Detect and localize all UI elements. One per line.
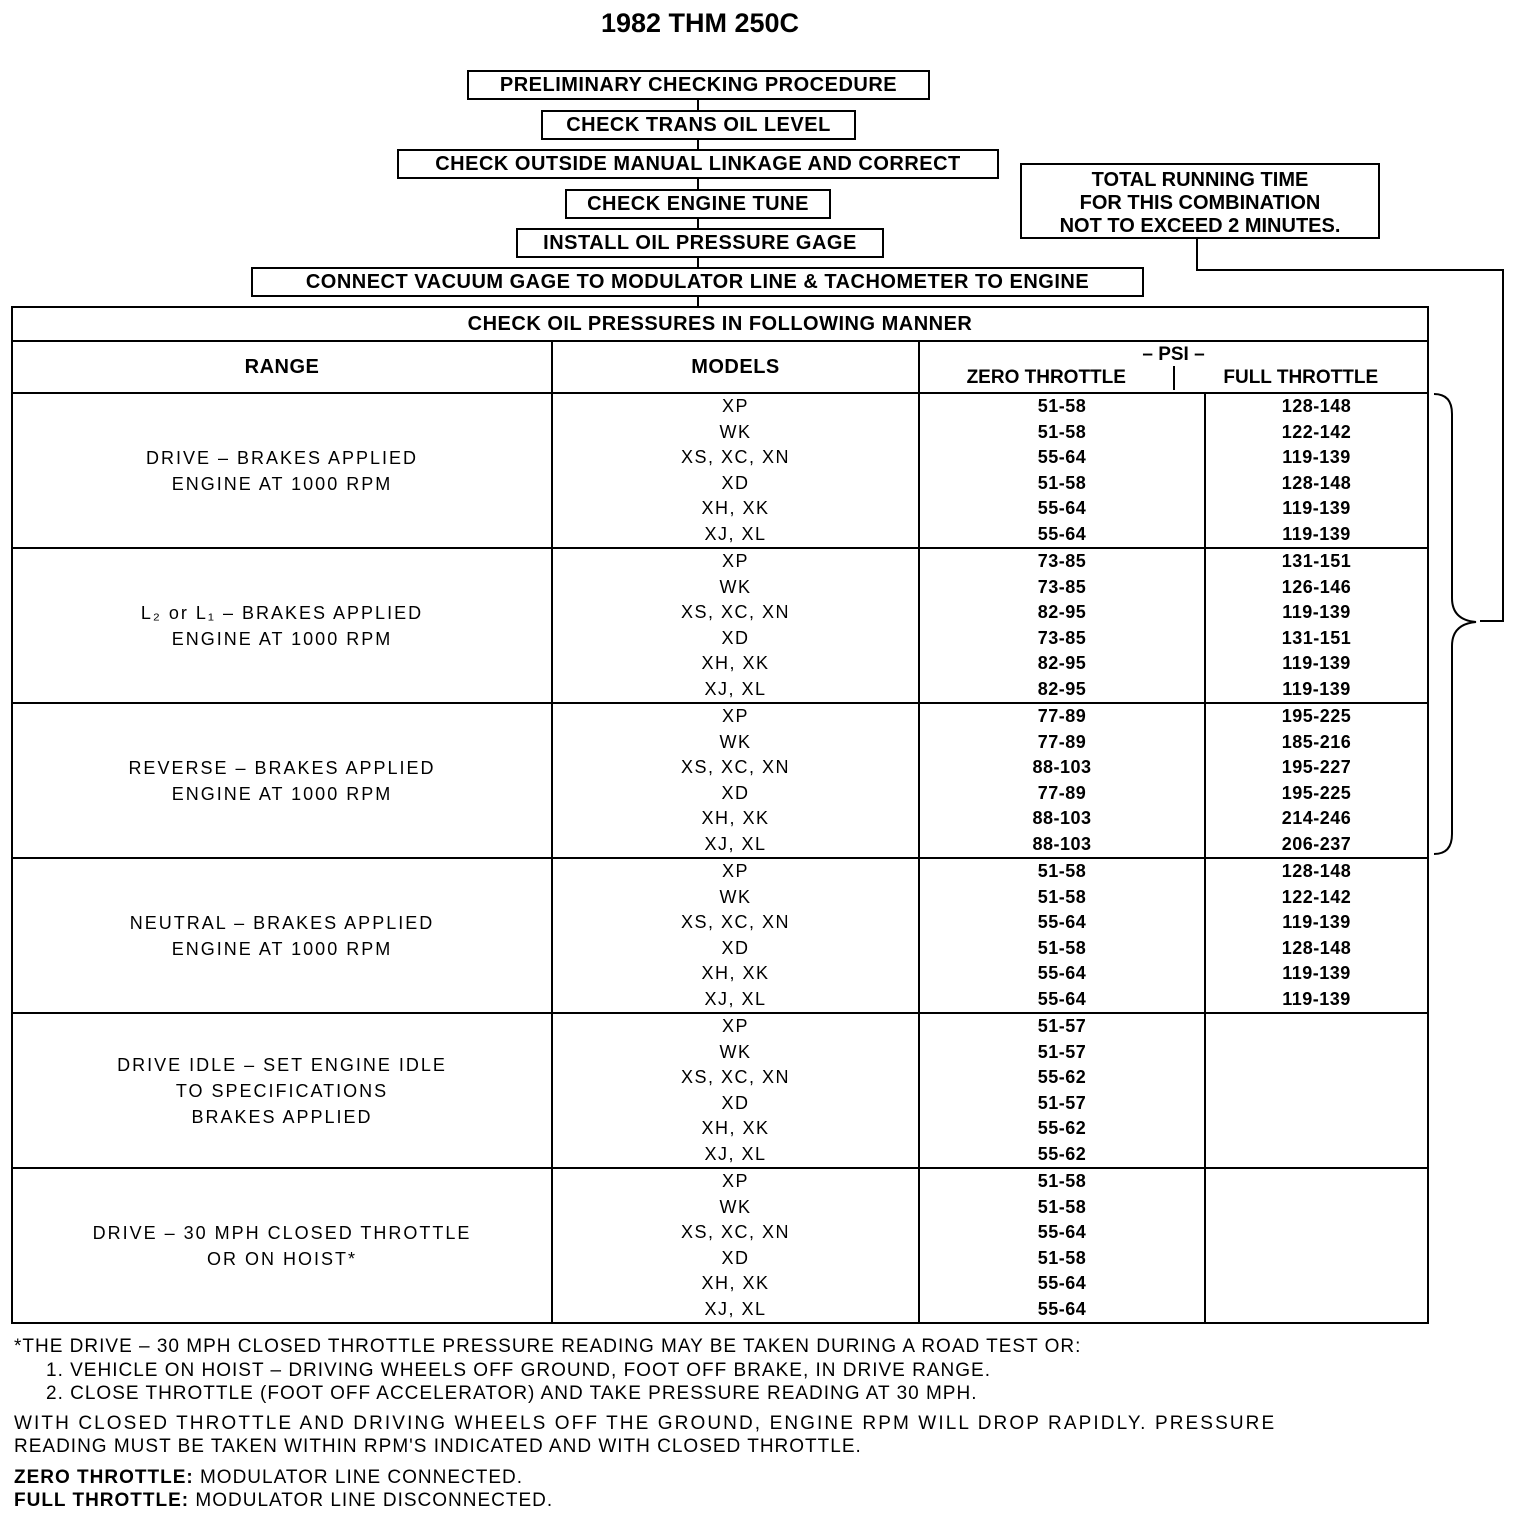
bracket-brace — [1432, 392, 1482, 858]
zero-value: 55-62 — [1037, 1067, 1087, 1087]
full-value: 206-237 — [1281, 833, 1352, 854]
footnote-item-1: 1. VEHICLE ON HOIST – DRIVING WHEELS OFF GROUND, FOOT OFF BRAKE, IN DRIVE RANGE. — [46, 1360, 991, 1381]
zero-value: 55-62 — [1037, 1118, 1087, 1138]
models-value: XP — [721, 706, 749, 726]
full-value: 185-216 — [1281, 731, 1352, 752]
zero-value: 55-64 — [1037, 447, 1087, 467]
models-value: XH, XK — [701, 498, 770, 518]
models-value: XJ, XL — [704, 988, 767, 1009]
zero-value: 51-58 — [1037, 886, 1087, 907]
table-row — [12, 548, 1428, 703]
full-value — [1206, 1142, 1427, 1168]
zero-value: 73-85 — [1037, 576, 1087, 597]
oil-pressure-table — [11, 306, 1429, 1324]
full-value — [1206, 1065, 1427, 1091]
models-value: WK — [719, 731, 752, 752]
zero-value: 51-58 — [1037, 1196, 1087, 1217]
range-line: ENGINE AT 1000 RPM — [171, 783, 393, 804]
models-value: WK — [719, 421, 752, 442]
full-value — [1206, 1297, 1427, 1323]
models-value: XJ, XL — [704, 523, 767, 544]
zero-value: 55-64 — [1037, 498, 1087, 518]
full-value: 195-227 — [1281, 757, 1352, 777]
full-value: 119-139 — [1282, 447, 1351, 467]
note-line: FOR THIS COMBINATION — [1079, 192, 1321, 214]
note-leader — [1196, 269, 1504, 271]
note-line: NOT TO EXCEED 2 MINUTES. — [1059, 215, 1341, 237]
range-line: ENGINE AT 1000 RPM — [171, 473, 393, 494]
step-install-gage: INSTALL OIL PRESSURE GAGE — [516, 228, 884, 258]
step-check-oil-level: CHECK TRANS OIL LEVEL — [541, 110, 856, 140]
full-value: 122-142 — [1281, 421, 1352, 442]
zero-value: 51-58 — [1037, 421, 1087, 442]
models-value: XH, XK — [701, 963, 770, 983]
models-cell — [552, 1013, 919, 1168]
zero-value: 73-85 — [1037, 551, 1087, 571]
step-engine-tune: CHECK ENGINE TUNE — [565, 189, 831, 219]
models-value: XS, XC, XN — [680, 447, 791, 467]
col-header-models: MODELS — [552, 341, 919, 393]
full-value: 119-139 — [1282, 912, 1351, 932]
models-value: XS, XC, XN — [680, 757, 791, 777]
zero-value: 88-103 — [1032, 833, 1092, 854]
range-line: REVERSE – BRAKES APPLIED — [128, 757, 436, 778]
zero-value: 51-58 — [1037, 472, 1087, 493]
range-line: DRIVE – BRAKES APPLIED — [145, 447, 419, 468]
footnote-paragraph: WITH CLOSED THROTTLE AND DRIVING WHEELS OFF THE GROUND, ENGINE RPM WILL DROP RAPIDLY. PRESSURE — [14, 1413, 1277, 1434]
zero-value: 51-58 — [1037, 396, 1087, 416]
page-title: 1982 THM 250C — [600, 8, 800, 38]
full-value: 122-142 — [1281, 886, 1352, 907]
full-cell — [1205, 548, 1428, 703]
full-value — [1206, 1091, 1427, 1117]
range-line: OR ON HOIST* — [206, 1248, 357, 1269]
models-cell — [552, 548, 919, 703]
full-value — [1206, 1116, 1427, 1142]
models-value: XJ, XL — [704, 833, 767, 854]
table-row — [12, 703, 1428, 858]
zero-value: 82-95 — [1037, 602, 1087, 622]
range-line: DRIVE – 30 MPH CLOSED THROTTLE — [92, 1222, 472, 1243]
zero-cell — [919, 393, 1205, 548]
models-value: XJ, XL — [704, 1143, 767, 1164]
full-value: 119-139 — [1282, 602, 1351, 622]
models-value: XS, XC, XN — [680, 602, 791, 622]
full-value — [1206, 1195, 1427, 1221]
zero-value: 51-57 — [1037, 1016, 1087, 1036]
legend-full-throttle — [14, 1490, 553, 1512]
models-value: XP — [721, 396, 749, 416]
range-cell — [12, 1168, 552, 1323]
models-value: XJ, XL — [704, 678, 767, 699]
full-value: 119-139 — [1282, 523, 1351, 544]
full-value: 128-148 — [1281, 396, 1352, 416]
models-value: XD — [721, 627, 750, 648]
zero-cell — [919, 1168, 1205, 1323]
range-line: ENGINE AT 1000 RPM — [171, 938, 393, 959]
zero-value: 77-89 — [1037, 782, 1087, 803]
zero-value: 55-64 — [1037, 1222, 1087, 1242]
range-line: ENGINE AT 1000 RPM — [171, 628, 393, 649]
col-header-psi — [919, 341, 1428, 393]
models-cell — [552, 1168, 919, 1323]
full-value — [1206, 1246, 1427, 1272]
note-line: TOTAL RUNNING TIME — [1091, 169, 1309, 191]
legend-zero-text: MODULATOR LINE CONNECTED. — [199, 1467, 524, 1488]
zero-value: 88-103 — [1032, 757, 1092, 777]
models-value: XD — [721, 937, 750, 958]
models-cell — [552, 393, 919, 548]
full-value: 128-148 — [1281, 861, 1352, 881]
footnote-star: *THE DRIVE – 30 MPH CLOSED THROTTLE PRESSURE READING MAY BE TAKEN DURING A ROAD TEST OR: — [14, 1336, 1082, 1357]
zero-value: 82-95 — [1037, 678, 1087, 699]
range-line: DRIVE IDLE – SET ENGINE IDLE — [117, 1054, 447, 1075]
models-value: WK — [719, 576, 752, 597]
range-cell — [12, 703, 552, 858]
zero-value: 55-64 — [1037, 1298, 1087, 1319]
zero-value: 51-58 — [1037, 861, 1087, 881]
full-value — [1206, 1220, 1427, 1246]
note-leader — [1196, 239, 1198, 271]
full-value: 119-139 — [1282, 963, 1351, 983]
models-value: WK — [719, 886, 752, 907]
full-cell — [1205, 703, 1428, 858]
zero-value: 55-64 — [1037, 523, 1087, 544]
range-line: L₂ or L₁ – BRAKES APPLIED — [140, 602, 424, 623]
full-value — [1206, 1040, 1427, 1066]
full-value: 214-246 — [1281, 808, 1352, 828]
zero-value: 88-103 — [1032, 808, 1092, 828]
zero-value: 82-95 — [1037, 653, 1087, 673]
range-line: NEUTRAL – BRAKES APPLIED — [129, 912, 435, 933]
step-connect-gages: CONNECT VACUUM GAGE TO MODULATOR LINE & TACHOMETER TO ENGINE — [251, 267, 1144, 297]
zero-value: 55-62 — [1037, 1143, 1087, 1164]
range-line: BRAKES APPLIED — [191, 1106, 373, 1127]
models-value: WK — [719, 1196, 752, 1217]
zero-cell — [919, 703, 1205, 858]
legend-full-text: MODULATOR LINE DISCONNECTED. — [195, 1490, 554, 1511]
full-value: 131-151 — [1281, 551, 1352, 571]
footnote-item-2: 2. CLOSE THROTTLE (FOOT OFF ACCELERATOR) AND TAKE PRESSURE READING AT 30 MPH. — [46, 1383, 978, 1404]
range-cell — [12, 548, 552, 703]
note-leader — [1502, 269, 1504, 622]
models-value: WK — [719, 1041, 752, 1062]
models-value: XD — [721, 1092, 750, 1113]
models-value: XP — [721, 1016, 749, 1036]
zero-value: 77-89 — [1037, 706, 1087, 726]
zero-value: 51-57 — [1037, 1092, 1087, 1113]
full-cell — [1205, 393, 1428, 548]
col-header-full-throttle: FULL THROTTLE — [1223, 367, 1379, 388]
full-value: 131-151 — [1281, 627, 1352, 648]
psi-label: – PSI – — [1142, 344, 1205, 365]
range-cell — [12, 858, 552, 1013]
full-value: 119-139 — [1282, 678, 1351, 699]
models-value: XH, XK — [701, 808, 770, 828]
full-value: 128-148 — [1281, 472, 1352, 493]
table-caption: CHECK OIL PRESSURES IN FOLLOWING MANNER — [12, 307, 1428, 341]
range-cell — [12, 1013, 552, 1168]
zero-value: 55-64 — [1037, 988, 1087, 1009]
models-value: XH, XK — [701, 653, 770, 673]
full-value — [1206, 1169, 1427, 1195]
full-value: 126-146 — [1281, 576, 1352, 597]
models-value: XP — [721, 861, 749, 881]
zero-value: 51-58 — [1037, 1247, 1087, 1268]
zero-value: 51-58 — [1037, 1171, 1087, 1191]
step-manual-linkage: CHECK OUTSIDE MANUAL LINKAGE AND CORRECT — [397, 149, 999, 179]
models-value: XP — [721, 551, 749, 571]
models-value: XH, XK — [701, 1118, 770, 1138]
zero-cell — [919, 1013, 1205, 1168]
legend-zero-throttle — [14, 1467, 523, 1489]
models-value: XD — [721, 472, 750, 493]
models-value: XD — [721, 782, 750, 803]
zero-cell — [919, 858, 1205, 1013]
range-cell — [12, 393, 552, 548]
full-value — [1206, 1014, 1427, 1040]
zero-value: 77-89 — [1037, 731, 1087, 752]
footnote-paragraph: READING MUST BE TAKEN WITHIN RPM'S INDICATED AND WITH CLOSED THROTTLE. — [14, 1436, 862, 1457]
zero-value: 55-64 — [1037, 963, 1087, 983]
models-value: XS, XC, XN — [680, 1067, 791, 1087]
legend-zero-label: ZERO THROTTLE: — [14, 1467, 194, 1488]
col-header-range: RANGE — [12, 341, 552, 393]
col-header-zero-throttle: ZERO THROTTLE — [920, 366, 1175, 390]
models-value: XD — [721, 1247, 750, 1268]
zero-value: 51-58 — [1037, 937, 1087, 958]
zero-cell — [919, 548, 1205, 703]
full-value: 128-148 — [1281, 937, 1352, 958]
table-row — [12, 858, 1428, 1013]
note-leader — [1480, 620, 1504, 622]
full-value: 195-225 — [1281, 782, 1352, 803]
full-cell — [1205, 1168, 1428, 1323]
models-cell — [552, 703, 919, 858]
models-value: XP — [721, 1171, 749, 1191]
table-row — [12, 393, 1428, 548]
full-value: 119-139 — [1282, 653, 1351, 673]
full-value: 119-139 — [1282, 988, 1351, 1009]
models-value: XS, XC, XN — [680, 1222, 791, 1242]
zero-value: 55-64 — [1037, 912, 1087, 932]
full-cell — [1205, 858, 1428, 1013]
zero-value: 55-64 — [1037, 1273, 1087, 1293]
range-line: TO SPECIFICATIONS — [175, 1080, 389, 1101]
models-cell — [552, 858, 919, 1013]
full-value: 119-139 — [1282, 498, 1351, 518]
models-value: XH, XK — [701, 1273, 770, 1293]
legend-full-label: FULL THROTTLE: — [14, 1490, 190, 1511]
models-value: XS, XC, XN — [680, 912, 791, 932]
full-cell — [1205, 1013, 1428, 1168]
zero-value: 73-85 — [1037, 627, 1087, 648]
table-row — [12, 1168, 1428, 1323]
table-row — [12, 1013, 1428, 1168]
models-value: XJ, XL — [704, 1298, 767, 1319]
full-value: 195-225 — [1281, 706, 1352, 726]
running-time-note — [1020, 163, 1380, 239]
zero-value: 51-57 — [1037, 1041, 1087, 1062]
step-preliminary: PRELIMINARY CHECKING PROCEDURE — [467, 70, 930, 100]
full-value — [1206, 1271, 1427, 1297]
